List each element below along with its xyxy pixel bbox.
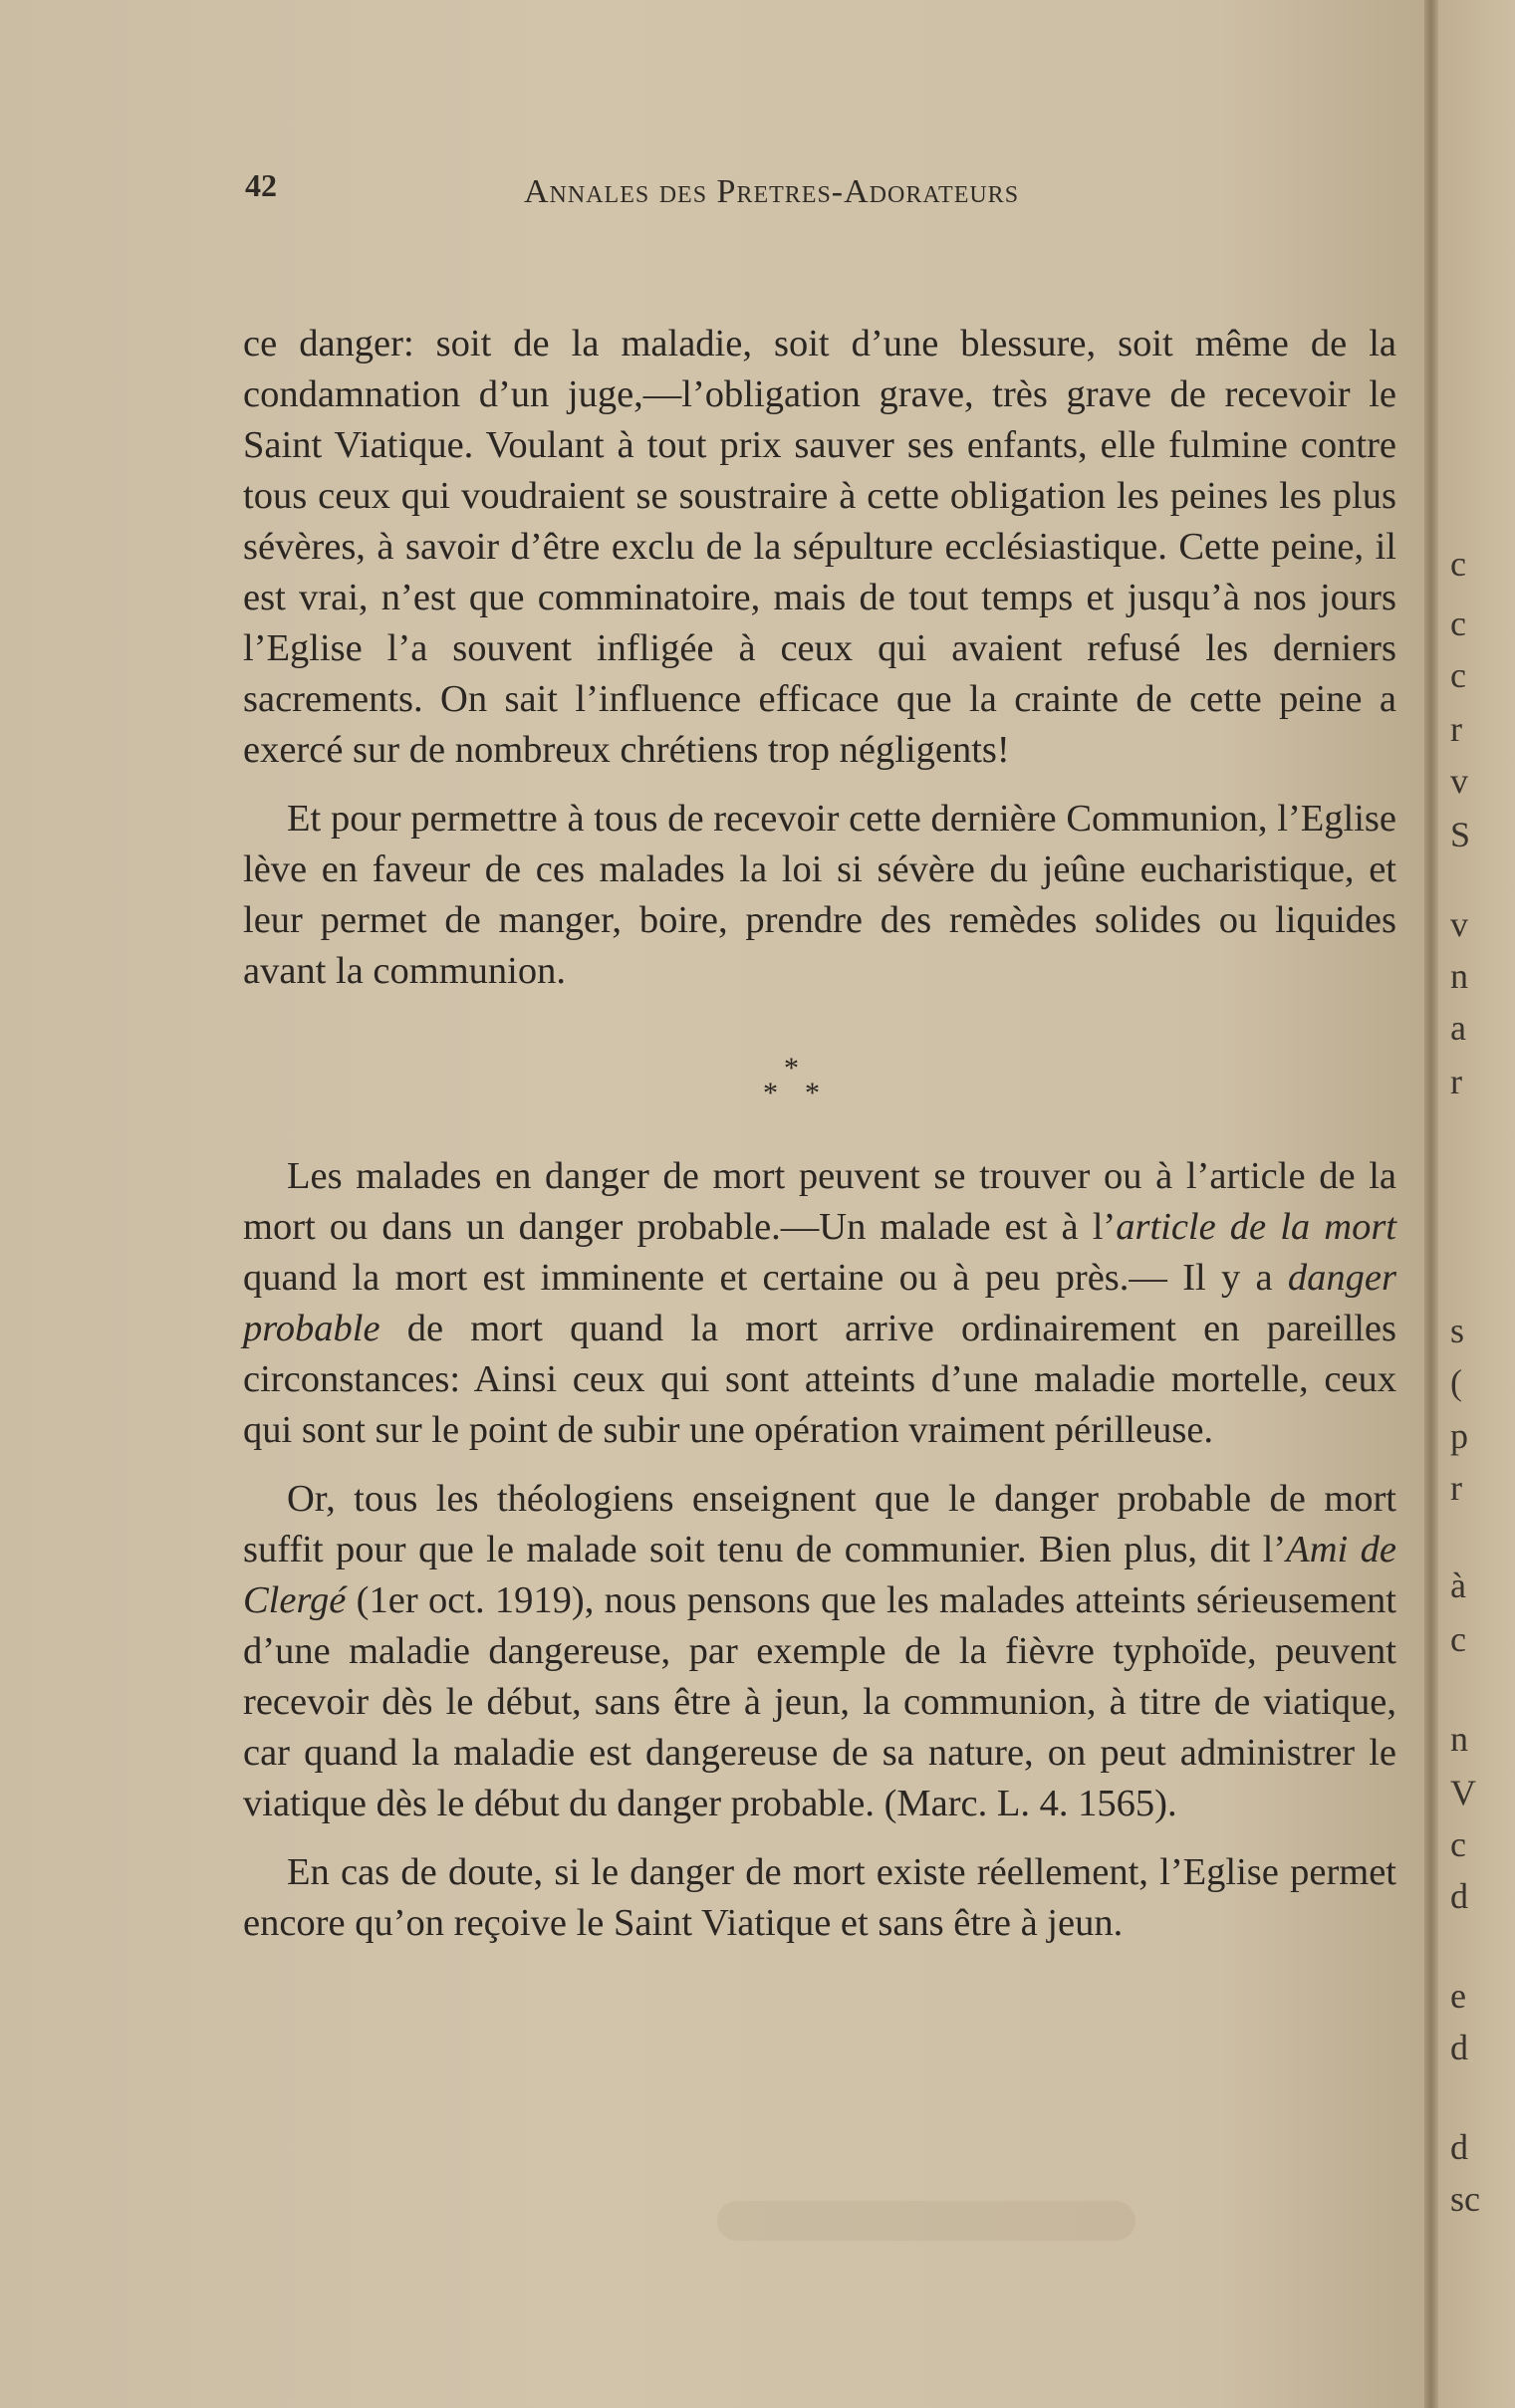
- body-text: [243, 319, 1396, 1949]
- text-run: En cas de doute, si le danger de mort existe réellement, l’Eglise permet encore qu’on reçoive le Saint Viatique et sans être à jeun.: [243, 1851, 1396, 1944]
- paper-stain: [717, 2201, 1136, 2241]
- italic-phrase: article de la mort: [1116, 1206, 1396, 1248]
- adjacent-page-letter: r: [1450, 1468, 1462, 1508]
- adjacent-page-letter: S: [1450, 815, 1471, 854]
- adjacent-page-letter: v: [1450, 761, 1468, 801]
- text-run: ce danger: soit de la maladie, soit d’une blessure, soit même de la condamnation d’un juge,—l’obligation grave, très grave de recevoir le Saint Viatique. Voulant à tout prix sauver ses enfants, elle fulmine contre tous ceux qui voudraient se soustraire à cette obligation les peines les plus sévères, à savoir d’être exclu de la sépulture ecclésiastique. Cette peine, il est vrai, n’est que comminatoire, mais de tout temps et jusqu’à nos jours l’Eglise l’a souvent infligée à ceux qui avaient refusé les derniers sacrements. On sait l’influence efficace que la crainte de cette peine a exercé sur de nombreux chrétiens trop négligents!: [243, 323, 1396, 771]
- adjacent-page-letter: e: [1450, 1976, 1466, 2016]
- asterism-star-left: *: [763, 1077, 778, 1109]
- adjacent-page-letter: d: [1450, 2127, 1468, 2167]
- adjacent-page-letter: v: [1450, 904, 1468, 944]
- italic-phrase: Ami de Clergé: [243, 1529, 1397, 1621]
- section-asterism: [243, 997, 1396, 1151]
- paragraph-5: [243, 1847, 1396, 1949]
- adjacent-page-letter: c: [1450, 544, 1466, 584]
- adjacent-page-letter: c: [1450, 603, 1466, 643]
- adjacent-page-edge: [1438, 0, 1515, 2408]
- adjacent-page-letter: c: [1450, 655, 1466, 695]
- paragraph-2: [243, 794, 1396, 997]
- adjacent-page-letter: V: [1450, 1773, 1476, 1812]
- adjacent-page-letter: n: [1450, 1719, 1468, 1759]
- text-run: quand la mort est imminente et certaine ou à peu près.— Il y a: [243, 1257, 1288, 1299]
- italic-phrase: danger probable: [243, 1257, 1396, 1349]
- adjacent-page-letter: c: [1450, 1824, 1466, 1864]
- adjacent-page-letter: n: [1450, 956, 1468, 996]
- adjacent-page-letter: c: [1450, 1619, 1466, 1659]
- adjacent-page-letter: sc: [1450, 2179, 1480, 2219]
- adjacent-page-letter: (: [1450, 1362, 1462, 1402]
- text-run: Or, tous les théologiens enseignent que le danger probable de mort suffit pour que le malade soit tenu de communier. Bien plus, dit l’: [243, 1478, 1396, 1570]
- journal-title: Annales des Pretres-Adorateurs: [524, 173, 1020, 210]
- adjacent-page-letter: r: [1450, 1062, 1462, 1101]
- page-number: 42: [245, 167, 277, 203]
- asterism-star-right: *: [805, 1077, 820, 1109]
- text-run: Les malades en danger de mort peuvent se trouver ou à l’article de la mort ou dans un danger probable.—Un malade est à l’: [243, 1155, 1396, 1248]
- book-gutter: [1424, 0, 1438, 2408]
- adjacent-page-letter: d: [1450, 2028, 1468, 2067]
- adjacent-page-letter: s: [1450, 1311, 1465, 1350]
- paragraph-1: [243, 319, 1396, 776]
- paragraph-3: [243, 1151, 1396, 1456]
- paragraph-4: [243, 1474, 1396, 1829]
- adjacent-page-letter: p: [1450, 1416, 1468, 1456]
- asterism-star-top: *: [784, 1052, 799, 1084]
- text-run: Et pour permettre à tous de recevoir cette dernière Communion, l’Eglise lève en faveur de ces malades la loi si sévère du jeûne eucharistique, et leur permet de manger, boire, prendre des remèdes solides ou liquides avant la communion.: [243, 798, 1396, 992]
- text-run: (1er oct. 1919), nous pensons que les malades atteints sérieusement d’une maladie dangereuse, par exemple de la fièvre typhoïde, peuvent recevoir dès le début, sans être à jeun, la communion, à titre de viatique, car quand la maladie est dangereuse de sa nature, on peut administrer le viatique dès le début du danger probable. (Marc. L. 4. 1565).: [243, 1579, 1396, 1824]
- running-head: [245, 167, 1390, 217]
- adjacent-page-letter: à: [1450, 1565, 1466, 1605]
- text-run: de mort quand la mort arrive ordinairement en pareilles circonstances: Ainsi ceux qui sont atteints d’une maladie mortelle, ceux qui sont sur le point de subir une opération vraiment périlleuse.: [243, 1308, 1396, 1451]
- adjacent-page-letter: a: [1450, 1008, 1466, 1048]
- adjacent-page-letter: d: [1450, 1876, 1468, 1916]
- adjacent-page-letter: r: [1450, 709, 1462, 749]
